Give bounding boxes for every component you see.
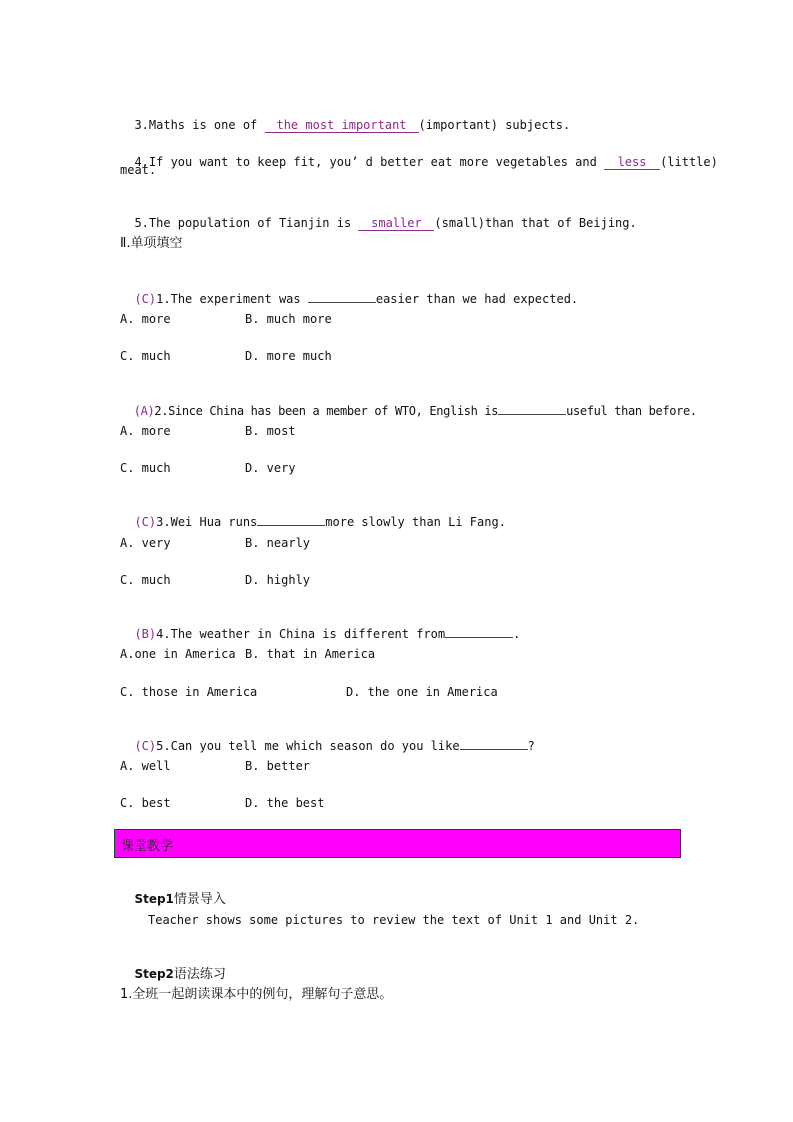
mcq-1-option-a: A. more (120, 312, 171, 326)
fill-item-4 (120, 138, 718, 170)
fill-item-3-pre: 3.Maths is one of (134, 118, 265, 132)
mcq-4-stem (120, 609, 520, 642)
mcq-5-option-d: D. the best (245, 796, 325, 810)
mcq-1-stem-b: easier than we had expected. (375, 292, 579, 306)
mcq-4-option-c: C. those in America (120, 685, 258, 699)
mcq-2-option-a: A. more (120, 424, 171, 438)
fill-item-5-answer: smaller (358, 216, 434, 231)
mcq-1-option-b: B. much more (245, 312, 332, 326)
mcq-1-stem-a: 1.The experiment was (156, 292, 308, 306)
mcq-3-option-d: D. highly (245, 573, 311, 587)
mcq-3-stem-a: 3.Wei Hua runs (156, 515, 258, 529)
step2-item: 1.全班一起朗读课本中的例句，理解句子意思。 (120, 987, 393, 1002)
step1-heading (120, 875, 226, 908)
mcq-2-option-b: B. most (245, 424, 296, 438)
fill-item-5-post: (small)than that of Beijing. (434, 216, 637, 230)
mcq-5-stem-a: 5.Can you tell me which season do you like (156, 739, 460, 753)
mcq-1-stem (120, 274, 578, 307)
mcq-4-stem-b: . (513, 627, 521, 641)
mcq-1-answer: (C) (134, 292, 157, 306)
mcq-3-stem (120, 497, 506, 530)
step1-title: 情景导入 (173, 892, 226, 907)
step2-heading (120, 950, 226, 983)
mcq-5-option-b: B. better (245, 759, 311, 773)
mcq-3-option-c: C. much (120, 573, 171, 587)
mcq-4-option-b: B. that in America (245, 647, 376, 661)
mcq-3-option-a: A. very (120, 536, 171, 550)
mcq-3-blank (257, 513, 325, 526)
mcq-3-option-b: B. nearly (245, 536, 311, 550)
step2-label: Step2 (134, 967, 174, 981)
mcq-2-stem-a: 2.Since China has been a member of WTO, English is (154, 404, 499, 418)
fill-item-4-continued: meat. (120, 163, 157, 177)
mcq-2-option-c: C. much (120, 461, 171, 475)
mcq-4-blank (445, 625, 513, 638)
mcq-2-answer: (A) (133, 404, 155, 418)
fill-item-5-pre: 5.The population of Tianjin is (134, 216, 359, 230)
mcq-2-blank (498, 402, 566, 415)
step2-title: 语法练习 (173, 967, 226, 982)
step1-label: Step1 (134, 892, 174, 906)
mcq-3-answer: (C) (134, 515, 157, 529)
mcq-1-blank (308, 290, 376, 303)
mcq-2-option-d: D. very (245, 461, 296, 475)
mcq-1-option-c: C. much (120, 349, 171, 363)
fill-item-4-post: (little) (660, 155, 718, 169)
fill-item-3-post: (important) subjects. (418, 118, 571, 132)
mcq-5-blank (460, 737, 528, 750)
section-banner (114, 829, 681, 858)
mcq-4-option-d: D. the one in America (346, 685, 498, 699)
mcq-5-answer: (C) (134, 739, 157, 753)
mcq-4-stem-a: 4.The weather in China is different from (156, 627, 446, 641)
mcq-5-option-c: C. best (120, 796, 171, 810)
step1-text: Teacher shows some pictures to review the text of Unit 1 and Unit 2. (148, 913, 640, 927)
fill-item-3 (120, 101, 570, 133)
mcq-1-option-d: D. more much (245, 349, 332, 363)
section-banner-label: 课堂教学 (121, 839, 174, 854)
mcq-5-option-a: A. well (120, 759, 171, 773)
mcq-5-stem (120, 721, 535, 754)
fill-item-5 (120, 199, 637, 231)
fill-item-3-answer: the most important (265, 118, 419, 133)
mcq-2-stem-b: useful than before. (566, 404, 697, 418)
mcq-2-stem (120, 386, 697, 419)
mcq-4-answer: (B) (134, 627, 157, 641)
mcq-5-stem-b: ? (527, 739, 535, 753)
fill-item-4-answer: less (604, 155, 660, 170)
fill-item-4-pre: 4.If you want to keep fit, you’ d better eat more vegetables and (134, 155, 605, 169)
mcq-3-stem-b: more slowly than Li Fang. (325, 515, 506, 529)
section-title: Ⅱ.单项填空 (120, 236, 183, 251)
mcq-4-option-a: A.one in America (120, 647, 236, 661)
